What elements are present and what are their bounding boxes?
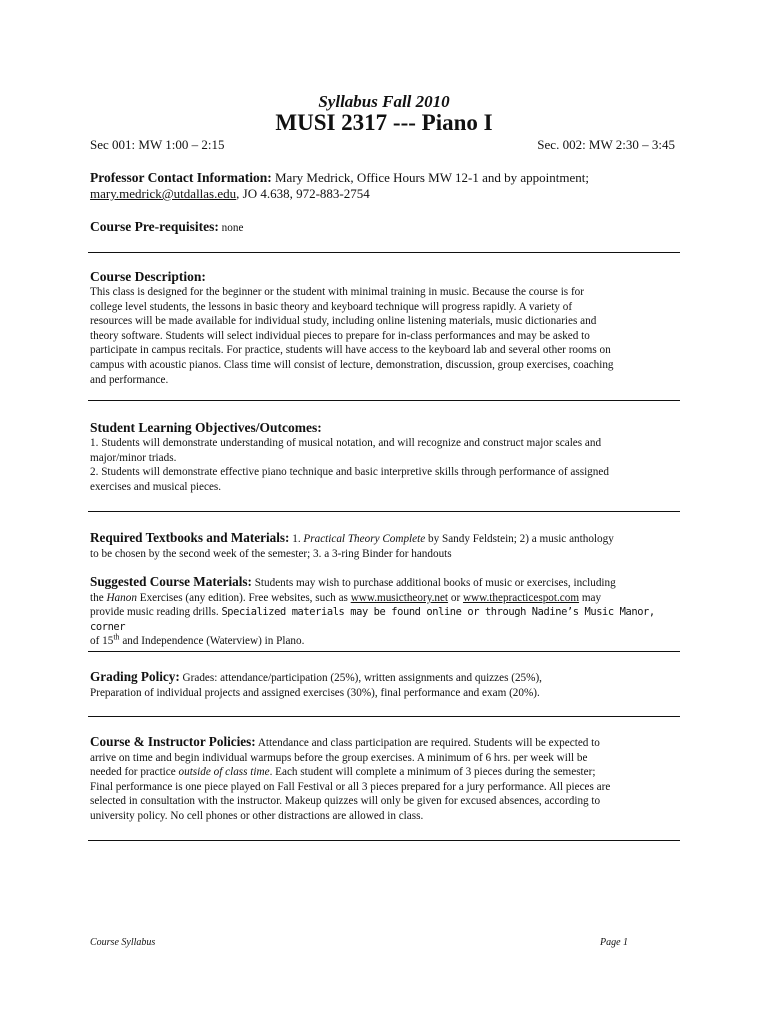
- description-line: college level students, the lessons in basic theory and keyboard technique will progress rapidly. A variety of: [90, 300, 573, 313]
- suggested-materials-label: Suggested Course Materials:: [90, 574, 252, 589]
- suggested-text: of 15: [90, 635, 114, 648]
- section-divider: [88, 252, 680, 253]
- learning-objectives-heading: Student Learning Objectives/Outcomes:: [90, 420, 322, 435]
- objective-line: 1. Students will demonstrate understanding of musical notation, and will recognize and construct major scales and: [90, 437, 602, 449]
- hanon-title: Hanon: [106, 591, 137, 604]
- policy-line: [90, 765, 680, 780]
- grading-policy-text: Grades: attendance/participation (25%), written assignments and quizzes (25%),: [179, 672, 542, 684]
- objective-line: major/minor triads.: [90, 451, 177, 464]
- objective-line: 2. Students will demonstrate effective piano technique and basic interpretive skills through performance of assigned: [90, 466, 609, 479]
- contact-office-phone: , JO 4.638, 972-883-2754: [236, 186, 370, 201]
- policy-text: needed for practice: [90, 766, 179, 779]
- description-line: participate in campus recitals. For practice, students will have access to the keyboard lab and several other rooms on: [90, 344, 611, 357]
- description-line: This class is designed for the beginner or the student with minimal training in music. Because the course is for: [90, 286, 585, 298]
- prerequisites-label: Course Pre-requisites:: [90, 219, 219, 234]
- footer-page-number: Page 1: [600, 937, 629, 948]
- section-001-schedule: Sec 001: MW 1:00 – 2:15: [90, 137, 225, 152]
- contact-info-section: [90, 170, 680, 202]
- policy-line: Final performance is one piece played on Fall Festival or all 3 pieces prepared for a jury performance. All pieces are: [90, 780, 611, 793]
- course-policies-label: Course & Instructor Policies:: [90, 734, 256, 749]
- course-title: MUSI 2317 --- Piano I: [275, 110, 493, 135]
- section-divider: [88, 716, 680, 717]
- suggested-text: provide music reading drills.: [90, 606, 222, 619]
- contact-info-label: Professor Contact Information:: [90, 170, 272, 185]
- section-divider: [88, 400, 680, 401]
- section-divider: [88, 511, 680, 512]
- learning-objectives-body: [90, 436, 680, 494]
- course-policies-text: Attendance and class participation are required. Students will be expected to: [255, 737, 600, 749]
- textbook-title: Practical Theory Complete: [303, 533, 426, 545]
- suggested-materials-section: [90, 574, 680, 649]
- policy-line: arrive on time and begin individual warmups before the group exercises. A minimum of 6 hrs. per week will be: [90, 751, 588, 764]
- grading-policy-line2: Preparation of individual projects and assigned exercises (30%), final performance and exam (20%).: [90, 686, 540, 699]
- policy-emphasis: outside of class time: [178, 766, 270, 779]
- objective-line: exercises and musical pieces.: [90, 480, 222, 493]
- musictheory-link[interactable]: www.musictheory.net: [350, 591, 449, 604]
- policy-line: university policy. No cell phones or other distractions are allowed in class.: [90, 809, 424, 822]
- suggested-text: Exercises (any edition). Free websites, such as: [136, 591, 351, 604]
- course-description-heading: Course Description:: [90, 269, 206, 284]
- textbooks-text: by Sandy Feldstein; 2) a music anthology: [425, 533, 614, 545]
- textbooks-line2: to be chosen by the second week of the semester; 3. a 3-ring Binder for handouts: [90, 547, 452, 560]
- practicespot-link[interactable]: www.thepracticespot.com: [462, 591, 580, 604]
- ordinal-suffix: th: [113, 632, 120, 642]
- policy-text: . Each student will complete a minimum of 3 pieces during the semester;: [269, 766, 596, 779]
- description-line: theory software. Students will select individual pieces to prepare for in-class performances and may be asked to: [90, 329, 590, 342]
- grading-policy-label: Grading Policy:: [90, 669, 180, 684]
- professor-email-link[interactable]: mary.medrick@utdallas.edu: [90, 186, 237, 201]
- description-line: campus with acoustic pianos. Class time will consist of lecture, demonstration, discussion, group exercises, coaching: [90, 358, 614, 371]
- course-description-body: [90, 285, 680, 387]
- suggested-text: or: [448, 591, 463, 604]
- suggested-materials-text: Students may wish to purchase additional books of music or exercises, including: [251, 577, 616, 589]
- section-divider: [88, 651, 680, 652]
- learning-objectives-section: [90, 420, 680, 494]
- footer-course-syllabus: Course Syllabus: [90, 937, 156, 948]
- section-002-schedule: Sec. 002: MW 2:30 – 3:45: [537, 137, 675, 152]
- course-policies-section: [90, 734, 680, 824]
- description-line: and performance.: [90, 373, 169, 386]
- grading-policy-section: [90, 669, 680, 700]
- suggested-text: may: [579, 591, 602, 604]
- contact-info-text: Mary Medrick, Office Hours MW 12-1 and by appointment;: [271, 170, 589, 185]
- course-policies-body: [90, 751, 680, 824]
- section-divider: [88, 840, 680, 841]
- policy-line: selected in consultation with the instructor. Makeup quizzes will only be given for excused absences, according to: [90, 795, 601, 808]
- specialized-materials-note: Specialized materials may be found online or through Nadine’s Music Manor, corner: [90, 606, 655, 633]
- textbooks-item-number: 1.: [289, 533, 304, 545]
- syllabus-subtitle: Syllabus Fall 2010: [318, 92, 450, 111]
- textbooks-label: Required Textbooks and Materials:: [90, 530, 290, 545]
- description-line: resources will be made available for individual study, including online listening materials, music dictionaries and: [90, 315, 597, 328]
- course-description-section: [90, 269, 680, 387]
- suggested-text: and Independence (Waterview) in Plano.: [119, 635, 305, 648]
- textbooks-section: [90, 530, 680, 561]
- suggested-text: the: [90, 591, 107, 604]
- prerequisites-value: none: [218, 222, 244, 234]
- prerequisites-section: [90, 219, 680, 236]
